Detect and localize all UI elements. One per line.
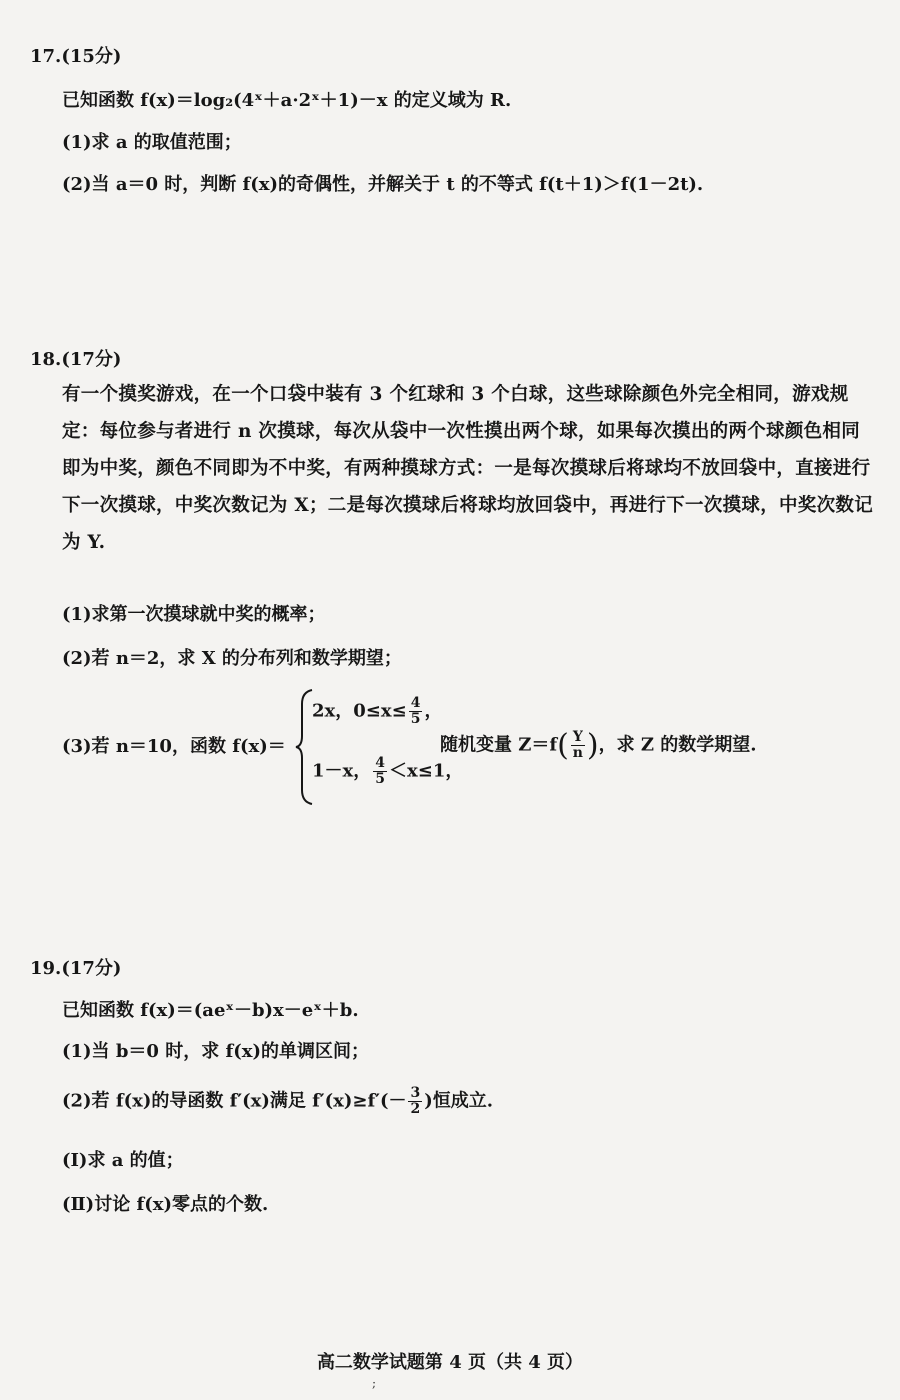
fraction-y-over-n: $\frac{Y}{n}$: [572, 729, 583, 761]
question-17-part-1: (1)求 a 的取值范围；: [62, 132, 242, 153]
question-18-stem: 有一个摸奖游戏，在一个口袋中装有 3 个红球和 3 个白球，这些球除颜色外完全相同，游戏规定：每位参与者进行 n 次摸球，每次从袋中一次性摸出两个球，如果每次摸出的两个球颜色相同即为中奖，颜色不同即为不中奖，有两种摸球方式：一是每次摸球后将球均不放回袋中，直接进行下一次摸球，中奖次数记为 X；二是每次摸球后将球均放回袋中，再进行下一次摸球，中奖次数记为 Y.: [62, 384, 873, 553]
question-19-stem: 已知函数 f(x)＝(aeˣ－b)x－eˣ＋b.: [62, 1000, 359, 1021]
footer-mark: ;: [372, 1376, 377, 1390]
question-19-part-2-ii: (Ⅱ)讨论 f(x)零点的个数.: [62, 1194, 269, 1215]
question-18-part-1: (1)求第一次摸球就中奖的概率；: [62, 604, 326, 625]
fraction-four-fifths: $\frac{4}{5}$: [375, 755, 386, 787]
question-19-part-2-i: (Ⅰ)求 a 的值；: [62, 1150, 184, 1171]
part-3-lead-text: (3)若 n＝10，函数 f(x)＝: [62, 736, 286, 757]
question-17-part-2: (2)当 a＝0 时，判断 f(x)的奇偶性，并解关于 t 的不等式 f(t＋1)＞f(1－2t).: [62, 174, 704, 195]
case-2-expr: 1－x，: [312, 760, 372, 782]
question-19-number: 19.(17分): [30, 958, 122, 979]
fraction-three-halves: $\frac{3}{2}$: [410, 1085, 421, 1117]
piecewise-case-2: 1－x， $\frac{4}{5}$ ＜x≤1，: [312, 755, 464, 787]
case-1-expr: 2x，0≤x≤: [312, 700, 407, 722]
part-3-tail-text: 随机变量 Z＝f( $\frac{Y}{n}$ )，求 Z 的数学期望.: [440, 728, 757, 763]
question-18-part-3: [62, 688, 862, 806]
piecewise-case-1: 2x，0≤x≤ $\frac{4}{5}$ ，: [312, 695, 443, 727]
question-19-part-1: (1)当 b＝0 时，求 f(x)的单调区间；: [62, 1041, 369, 1062]
question-18-number: 18.(17分): [30, 349, 122, 370]
fraction-four-fifths: $\frac{4}{5}$: [410, 695, 421, 727]
question-18-part-2: (2)若 n＝2，求 X 的分布列和数学期望；: [62, 648, 402, 669]
page-footer: 高二数学试题第 4 页（共 4 页）: [316, 1352, 584, 1373]
question-19-part-2: (2)若 f(x)的导函数 f′(x)满足 f′(x)≥f′(－ $\frac{3}{2}$ )恒成立.: [62, 1085, 494, 1117]
question-17-number: 17.(15分): [30, 46, 122, 67]
question-17-stem: 已知函数 f(x)＝log₂(4ˣ＋a·2ˣ＋1)－x 的定义域为 R.: [62, 90, 512, 111]
